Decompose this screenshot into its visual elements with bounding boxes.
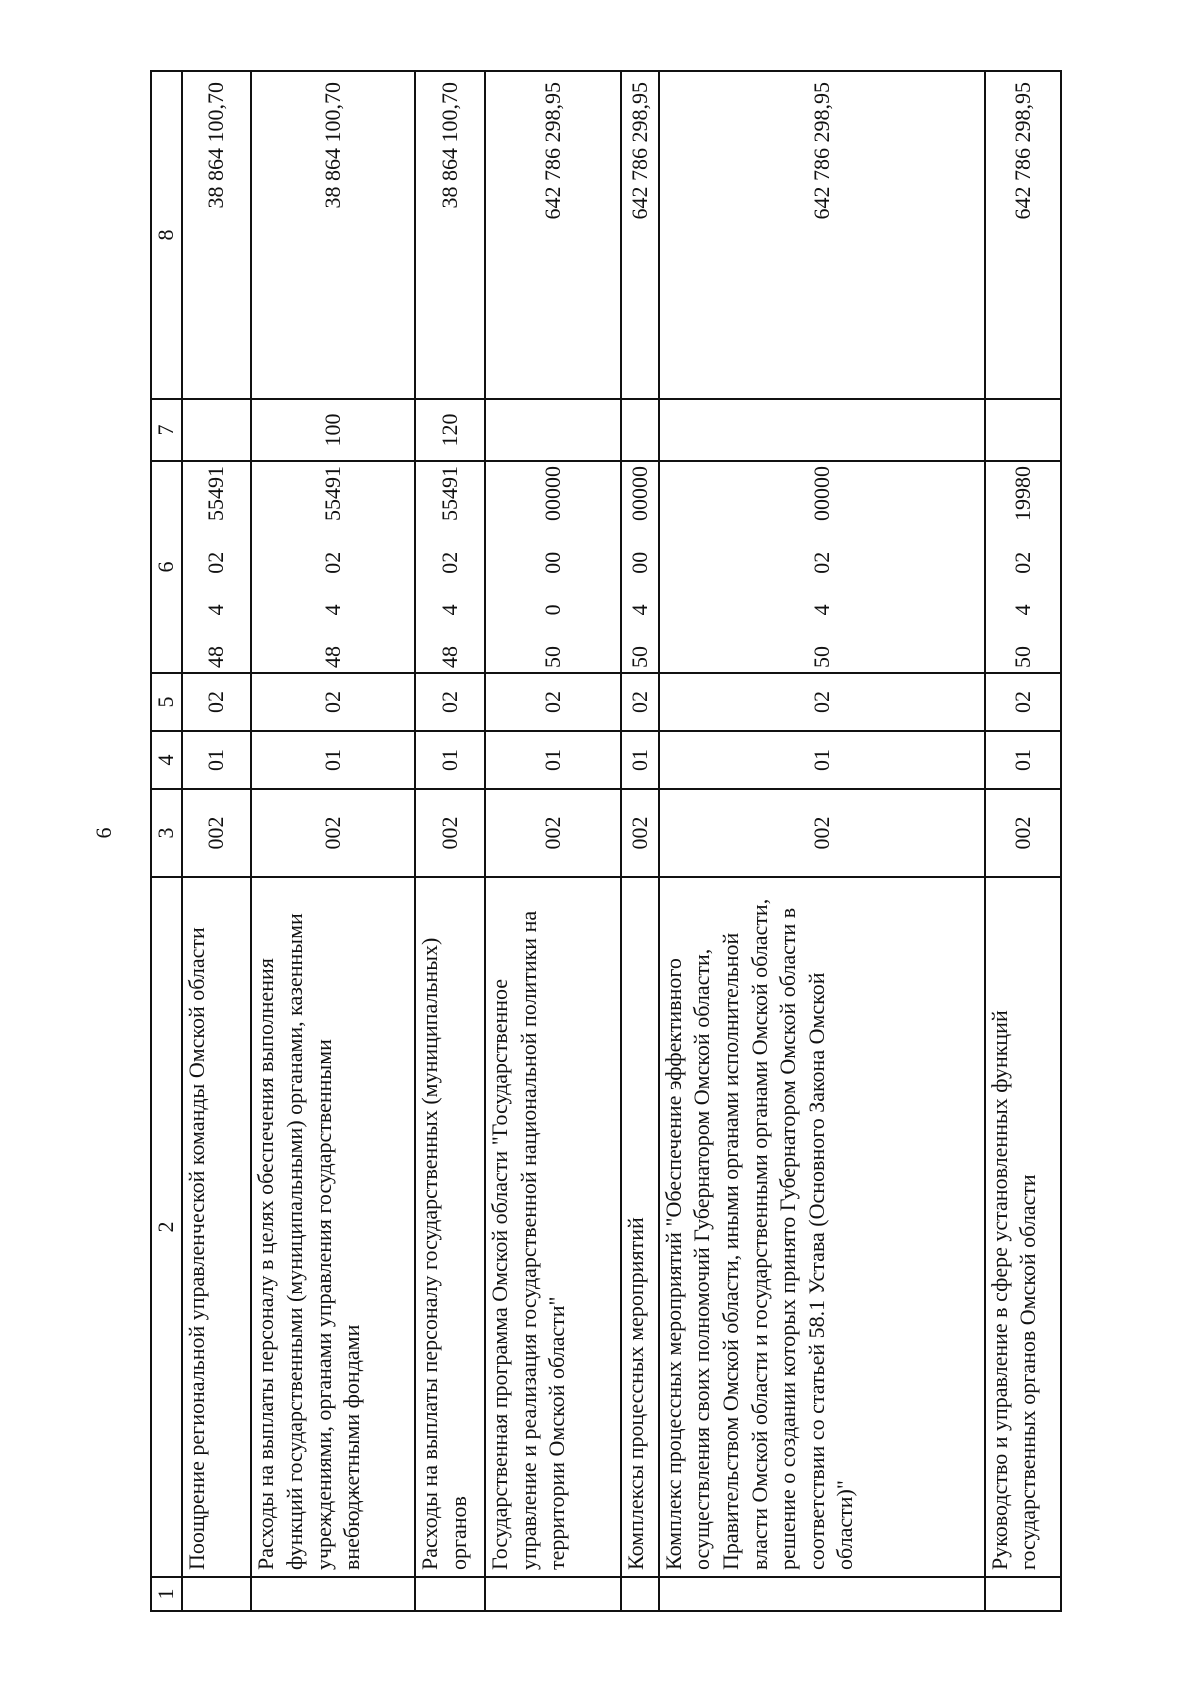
subsection-code-cell: 02	[659, 673, 985, 731]
section-code-cell: 01	[415, 731, 485, 789]
table-row	[659, 71, 985, 1611]
section-code-cell: 01	[485, 731, 620, 789]
amount-cell: 642 786 298,95	[659, 71, 985, 399]
item-name-cell: Поощрение региональной управленческой команды Омской области	[182, 877, 252, 1577]
item-name-cell: Комплексы процессных мероприятий	[621, 877, 659, 1577]
subprogram-code: 4	[437, 604, 463, 616]
section-code-cell: 01	[182, 731, 252, 789]
direction-code: 55491	[320, 466, 346, 522]
target-article-cell	[415, 461, 485, 673]
subprogram-code: 4	[203, 604, 229, 616]
row-number-cell	[621, 1577, 659, 1611]
expense-type-cell	[659, 399, 985, 461]
target-article-cell	[659, 461, 985, 673]
direction-code: 00000	[539, 466, 565, 522]
ministry-code-cell: 002	[659, 789, 985, 877]
subprogram-code: 4	[626, 604, 652, 616]
table-row	[415, 71, 485, 1611]
subsection-code-cell: 02	[182, 673, 252, 731]
amount-cell: 38 864 100,70	[251, 71, 415, 399]
event-code: 00	[626, 551, 652, 574]
subsection-code-cell: 02	[985, 673, 1061, 731]
program-code: 50	[1009, 646, 1035, 668]
program-code: 48	[320, 646, 346, 668]
expense-type-cell: 120	[415, 399, 485, 461]
header-col-4: 4	[151, 731, 182, 789]
direction-code: 55491	[437, 466, 463, 522]
item-name-cell: Руководство и управление в сфере установленных функций государственных органов Омской области	[985, 877, 1061, 1577]
expense-type-cell	[485, 399, 620, 461]
ministry-code-cell: 002	[182, 789, 252, 877]
amount-cell: 38 864 100,70	[182, 71, 252, 399]
item-name-cell: Государственная программа Омской области "Государственное управление и реализация государственной национальной политики на территории Омской области"	[485, 877, 620, 1577]
row-number-cell	[985, 1577, 1061, 1611]
subprogram-code: 4	[320, 604, 346, 616]
expense-type-cell	[182, 399, 252, 461]
target-article-cell	[985, 461, 1061, 673]
target-article-cell	[485, 461, 620, 673]
amount-cell: 642 786 298,95	[985, 71, 1061, 399]
row-number-cell	[415, 1577, 485, 1611]
event-code: 02	[1009, 551, 1035, 574]
table-row	[621, 71, 659, 1611]
target-article-cell	[182, 461, 252, 673]
expense-type-cell	[985, 399, 1061, 461]
rotated-table-frame	[150, 72, 1062, 1612]
header-col-7: 7	[151, 399, 182, 461]
header-col-3: 3	[151, 789, 182, 877]
item-name-cell: Расходы на выплаты персоналу государственных (муниципальных) органов	[415, 877, 485, 1577]
amount-cell: 642 786 298,95	[621, 71, 659, 399]
subprogram-code: 4	[1009, 604, 1035, 616]
subsection-code-cell: 02	[415, 673, 485, 731]
amount-cell: 38 864 100,70	[415, 71, 485, 399]
ministry-code-cell: 002	[485, 789, 620, 877]
table-row	[182, 71, 252, 1611]
ministry-code-cell: 002	[621, 789, 659, 877]
subsection-code-cell: 02	[621, 673, 659, 731]
header-col-6: 6	[151, 461, 182, 673]
subprogram-code: 4	[808, 604, 834, 616]
section-code-cell: 01	[985, 731, 1061, 789]
ministry-code-cell: 002	[985, 789, 1061, 877]
event-code: 00	[539, 551, 565, 574]
header-col-8: 8	[151, 71, 182, 399]
table-row	[251, 71, 415, 1611]
program-code: 50	[539, 646, 565, 668]
direction-code: 00000	[808, 466, 834, 522]
target-article-cell	[621, 461, 659, 673]
event-code: 02	[808, 551, 834, 574]
subsection-code-cell: 02	[251, 673, 415, 731]
target-article-cell	[251, 461, 415, 673]
document-sheet	[150, 72, 1062, 1612]
header-col-1: 1	[151, 1577, 182, 1611]
amount-cell: 642 786 298,95	[485, 71, 620, 399]
table-row	[485, 71, 620, 1611]
subprogram-code: 0	[539, 604, 565, 616]
expense-type-cell	[621, 399, 659, 461]
row-number-cell	[485, 1577, 620, 1611]
header-row	[151, 71, 182, 1611]
page-number: 6	[91, 827, 116, 839]
item-name-cell: Расходы на выплаты персоналу в целях обеспечения выполнения функций государственными (муниципальными) органами, казенными учреждениями, органами управления государственными внебюджетными фондами	[251, 877, 415, 1577]
section-code-cell: 01	[621, 731, 659, 789]
table-row	[985, 71, 1061, 1611]
section-code-cell: 01	[251, 731, 415, 789]
event-code: 02	[203, 551, 229, 574]
header-col-5: 5	[151, 673, 182, 731]
direction-code: 55491	[203, 466, 229, 522]
event-code: 02	[437, 551, 463, 574]
program-code: 48	[437, 646, 463, 668]
expense-type-cell: 100	[251, 399, 415, 461]
section-code-cell: 01	[659, 731, 985, 789]
ministry-code-cell: 002	[415, 789, 485, 877]
program-code: 48	[203, 646, 229, 668]
ministry-code-cell: 002	[251, 789, 415, 877]
row-number-cell	[251, 1577, 415, 1611]
budget-table	[150, 70, 1062, 1612]
program-code: 50	[808, 646, 834, 668]
event-code: 02	[320, 551, 346, 574]
direction-code: 19980	[1009, 466, 1035, 522]
direction-code: 00000	[626, 466, 652, 522]
subsection-code-cell: 02	[485, 673, 620, 731]
item-name-cell: Комплекс процессных мероприятий "Обеспечение эффективного осуществления своих полномочий Губернатором Омской области, Правительством Омской области, иными органами исполнительной власти Омской области и государственными органами Омской области, решение о создании которых принято Губернатором Омской области в соответствии со статьей 58.1 Устава (Основного Закона Омской области)"	[659, 877, 985, 1577]
header-col-2: 2	[151, 877, 182, 1577]
row-number-cell	[182, 1577, 252, 1611]
program-code: 50	[626, 646, 652, 668]
row-number-cell	[659, 1577, 985, 1611]
